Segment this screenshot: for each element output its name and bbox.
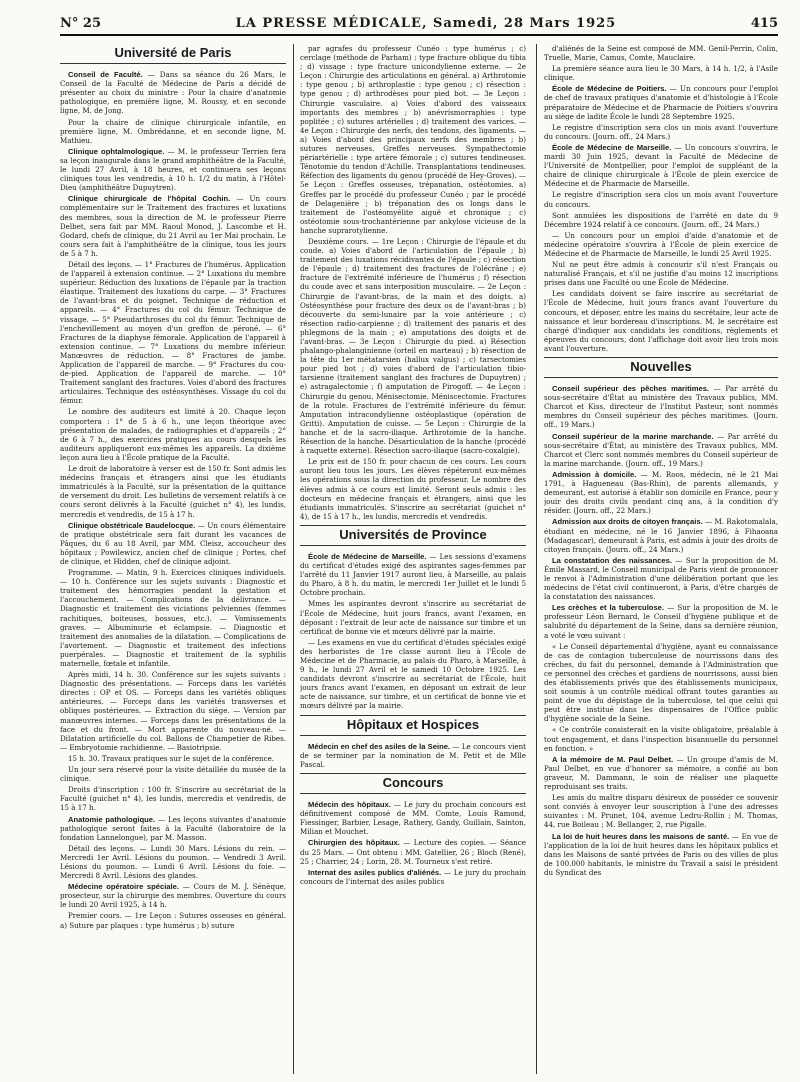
article-text: Le prix est de 150 fr. pour chacun de ces cours. Les cours auront lieu tous les jours. Les élèves répéteront eux-mêmes les opérations sous la direction du professeur. Le nombre des élèves admis à ce cours est limité. Seront seuls admis : les docteurs en médecine français et étrangers, ainsi que les étudiants immatriculés. S'inscrire au secrétariat (guichet n° 4), de 15 à 17 h., les lundis, mercredis et vendredis. <box>300 457 526 521</box>
article-text: — Le concours vient de se terminer par la nomination de M. Petit et de Mlle Pascal. <box>300 741 526 769</box>
article-paragraph <box>60 464 286 519</box>
article-text: — Un concours s'ouvrira, le mardi 30 Juin 1925, devant la Faculté de Médecine de l'Université de Montpellier, pour l'emploi de suppléant de la chaire de clinique chirurgicale à l'École de plein exercice de Médecine et de Pharmacie de Marseille. <box>544 142 778 189</box>
article-text: 15 h. 30. Travaux pratiques sur le sujet de la conférence. <box>68 753 275 763</box>
article-text: Le registre d'inscription sera clos un mois avant l'ouverture du concours. (Journ. off., 24 Mars.) <box>544 122 778 141</box>
article-heading: Conseil de Faculté. <box>68 70 143 80</box>
article-text: — Un groupe d'amis de M. Paul Delbet, en vue d'honorer sa mémoire, a confié au bon graveur, M. Dammann, le soin de réaliser une plaquette reproduisant ses traits. <box>544 754 778 792</box>
newspaper-page <box>60 0 778 1082</box>
article-text: — Un cours élémentaire de pratique obstétricale sera fait durant les vacances de Pâques, du 6 au 18 Avril, par MM. Cleisz, accoucheur des hôpitaux ; Powilewicz, ancien chef de clinique ; Portes, chef de clinique, et Hidden, chef de clinique adjoint. <box>60 520 286 566</box>
article-paragraph <box>60 815 286 842</box>
article-paragraph <box>60 521 286 566</box>
article-heading: Conseil supérieur de la marine marchande. <box>552 431 714 441</box>
article-paragraph <box>60 194 286 258</box>
article-heading: Admission aux droits de citoyen français. <box>552 517 703 527</box>
article-list <box>544 384 778 877</box>
article-heading: École de Médecine de Poitiers. <box>552 84 667 94</box>
article-text: — Par arrêté du sous-secrétaire d'État, au ministère des Travaux publics, MM. Charcot et Clerc sont nommés membres du Conseil supérieur de la marine marchande. (Journ. off., 19 Mars.) <box>544 431 778 468</box>
article-text: — Un cours complémentaire sur le Traitement des fractures et luxations des membres, sous la direction de M. le professeur Pierre Delbet, sera fait par MM. Raoul Monod, J. Lascombe et H. Godard, chefs de clinique, du 21 Avril au 1er Mai prochain. Le cours sera fait à l'amphithéâtre de la clinique, tous les jours de 5 à 7 h. <box>60 194 286 258</box>
article-text: Mmes les aspirantes devront s'inscrire au secrétariat de l'École de Médecine, huit jours francs, avant l'examen, en déposant : l'extrait de leur acte de naissance sur timbre et un certificat de bonne vie et mœurs délivré par la mairie. <box>300 599 526 636</box>
article-paragraph <box>300 552 526 597</box>
article-heading: École de Médecine de Marseille. <box>552 142 672 152</box>
article-paragraph <box>544 556 778 601</box>
article-text: — M. Rakotomalala, étudiant en médecine, né le 16 Janvier 1896, à Fihaoana (Madagascar), demeurant à Paris, est admis à jouir des droits de citoyen français. (Journ. off., 24 Mars.) <box>544 517 778 554</box>
article-heading: Conseil supérieur des pêches maritimes. <box>552 384 710 394</box>
article-paragraph <box>544 470 778 515</box>
article-paragraph <box>544 755 778 791</box>
article-text: — Le jury du prochain concours est définitivement composé de MM. Comte, Louis Ramond, Fiessinger, Barbier, Lesage, Rathery, Gandy, Guillain, Sainton, Milian et Mouchet. <box>300 800 526 837</box>
article-paragraph <box>544 44 778 62</box>
article-text: Détail des leçons. — Lundi 30 Mars. Lésions du rein. — Mercredi 1er Avril. Lésions du poumon. — Vendredi 3 Avril. Lésions du poumon. — Lundi 6 Avril. Lésions du foie. — Mercredi 8 Avril. Lésions des glandes. <box>60 843 286 881</box>
article-paragraph <box>544 642 778 724</box>
article-text: — Dans sa séance du 26 Mars, le Conseil de la Faculté de Médecine de Paris a décidé de présenter au choix du ministre : Pour la chaire d'anatomie pathologique, en première ligne, M. Roussy, et en seconde ligne, M. de Jong. <box>60 70 286 116</box>
article-paragraph <box>60 118 286 145</box>
article-paragraph <box>544 517 778 553</box>
article-heading: Les crèches et la tuberculose. <box>552 603 664 613</box>
article-list <box>300 742 526 769</box>
article-paragraph <box>60 765 286 783</box>
article-heading: La constatation des naissances. <box>552 555 672 565</box>
article-text: d'aliénés de la Seine est composé de MM. Genil-Perrin, Colin, Truelle, Marie, Camus, Comte, Mauclaire. <box>544 44 778 63</box>
article-paragraph <box>300 638 526 711</box>
article-text: Nul ne peut être admis à concourir s'il n'est Français ou naturalisé Français, et s'il ne justifie d'au moins 12 inscriptions prises dans une Faculté ou une École de Médecine. <box>544 260 778 288</box>
article-text: Pour la chaire de clinique chirurgicale infantile, en première ligne, M. Ombrédanne, et en seconde ligne, M. Mathieu. <box>60 117 286 145</box>
article-paragraph <box>60 785 286 812</box>
article-list <box>60 70 286 930</box>
section-title: Hôpitaux et Hospices <box>300 715 526 736</box>
article-text: Détail des leçons. — 1° Fractures de l'humérus. Application de l'appareil à extension continue. — 2° Luxations du membre supérieur. Réduction des luxations de l'épaule par la traction élastique. Traitement des luxations du carpe. — 3° Fractures de l'avant-bras et du poignet. Technique de réduction et appareils. — 4° Fractures du col du fémur. Technique de vissage. — 5° Pseudarthroses du col du fémur. Technique de l'enchevillement au moyen d'un greffon de péroné. — 6° Fractures de la diaphyse fémorale. Application de l'appareil à extension continue. — 7° Luxations du membre inférieur. Manœuvres de réduction. — 8° Fractures de jambe. Application de l'appareil de marche. — 9° Fractures du cou-de-pied. Application de l'appareil de marche. — 10° Traitement sanglant des fractures. Voies d'abord des fractures articulaires. Technique des ostéosynthèses. Vissage du col du fémur. <box>60 259 286 406</box>
article-heading: Clinique ophtalmologique. <box>68 146 165 156</box>
column-divider <box>536 44 537 1074</box>
article-heading: Admission à domicile. <box>552 469 637 479</box>
article-paragraph <box>60 70 286 115</box>
article-paragraph <box>300 44 526 235</box>
article-paragraph <box>60 568 286 668</box>
article-paragraph <box>300 868 526 886</box>
article-text: — M. Roos, médecin, né le 21 Mai 1791, à Hagueneau (Bas-Rhin), de parents allemands, y demeurant, est autorisé à établir son domicile en France, pour y jouir des droits civils pendant cinq ans, à la condition d'y résider. (Journ. off., 22 Mars.) <box>544 469 778 516</box>
article-text: Le droit de laboratoire à verser est de 150 fr. Sont admis les médecins français et étrangers ainsi que les étudiants immatriculés à la Faculté, sur la présentation de la quittance de versement du droit. Les bulletins de versement relatifs à ce cours seront délivrés à la Faculté (guichet n° 4), les lundis, mercredis et vendredis, de 15 à 17 h. <box>60 464 286 519</box>
article-text: « Le Conseil départemental d'hygiène, ayant eu connaissance de cas de contagion tuberculeuse de nourrissons dans des crèches, du fait du personnel, demande à l'Administration que ce personnel des crèches et gardiens de nourrissons, aussi bien des établissements privés que des établissements municipaux, soit soumis à un contrôle médical offrant toutes garanties au point de vue du dépistage de la tuberculose, tel que celui qui peut être institué dans les dispensaires de l'Office public d'hygiène sociale de la Seine. <box>544 641 778 724</box>
article-paragraph <box>60 844 286 880</box>
article-paragraph <box>60 670 286 752</box>
article-text: Deuxième cours. — 1re Leçon : Chirurgie de l'épaule et du coude. a) Voies d'abord de l'articulation de l'épaule ; b) traitement des luxations récidivantes de l'épaule ; c) résection de l'épaule ; d) traitement des fractures de l'olécrâne ; e) fracture de l'extrémité inférieure de l'humérus ; f) résection du coude avec et sans interposition musculaire. — 2e Leçon : Chirurgie de l'avant-bras, de la main et des doigts. a) Ostéosynthèse pour fracture des deux os de l'avant-bras ; b) découverte du semi-lunaire par la voie antérieure ; c) résection radio-carpienne ; d) traitement des panaris et des phlegmons de la main ; e) amputations des doigts et de l'avant-bras. — 3e Leçon : Chirurgie du pied. a) Résection phalango-phalanginienne (orteil en marteau) ; b) résection de la tête du 1er métatarsien (hallux valgus) ; c) tarsectomies pour pied bot ; d) voies d'abord de l'articulation tibio-tarsienne (traitement sanglant des fractures de Dupuytren) ; e) astragalectomie ; f) amputation de Pirogoff. — 4e Leçon : Chirurgie du genou. Ménisectomie. Méniscectomie. Fractures de la rotule. Fractures de l'extrémité inférieure du fémur. Amputation intracondylienne ostéoplastique (opération de Gritti). Amputation de cuisse. — 5e Leçon : Chirurgie de la hanche et de la sacro-iliaque. Arthrotomie de la hanche. Résection de la hanche. Désarticulation de la hanche (procédé à raquette externe). Résection sacro-iliaque (sacro-coxalgie). <box>300 236 526 456</box>
article-paragraph <box>60 260 286 406</box>
article-text: « Ce contrôle consisterait en la visite obligatoire, préalable à tout engagement, et dans l'inspection bisannuelle du personnel en fonction. » <box>544 725 778 753</box>
article-paragraph <box>300 237 526 455</box>
publication-title: LA PRESSE MÉDICALE, Samedi, 28 Mars 1925 <box>235 16 617 31</box>
article-text: — Sur la proposition de M. le professeur Léon Bernard, le Conseil d'hygiène publique et de salubrité du département de la Seine, dans sa dernière réunion, a voté le vœu suivant : <box>544 603 778 640</box>
article-paragraph <box>544 603 778 639</box>
masthead <box>60 14 778 36</box>
article-text: — Lecture des copies. — Séance du 25 Mars. — Ont obtenu : MM. Gatellier, 26 ; Bloch (René), 25 ; Charrier, 24 ; Lorin, 28. M. Tourneux s'est retiré. <box>300 838 526 866</box>
article-text: — Sur la proposition de M. Émile Massard, le Conseil municipal de Paris vient de prononcer le renvoi à l'Administration d'une délibération portant que les médecins de l'état civil continueront, à Paris, d'être chargés de la constatation des naissances. <box>544 555 778 602</box>
article-heading: Médecine opératoire spéciale. <box>68 882 180 892</box>
article-text: Le registre d'inscription sera clos un mois avant l'ouverture du concours. <box>544 190 778 209</box>
article-paragraph <box>544 123 778 141</box>
article-text: — Un concours pour un emploi d'aide d'anatomie et de médecine opératoire s'ouvrira à l'École de plein exercice de Médecine et de Pharmacie de Marseille, le lundi 25 Avril 1925. <box>544 230 778 258</box>
article-paragraph <box>544 832 778 877</box>
article-list <box>300 44 526 521</box>
article-list <box>300 800 526 886</box>
article-paragraph <box>544 143 778 188</box>
article-paragraph <box>300 599 526 635</box>
article-paragraph <box>60 882 286 909</box>
section-title: Nouvelles <box>544 357 778 378</box>
article-heading: Clinique chirurgicale de l'hôpital Cochin. <box>68 194 231 204</box>
section-title: Universités de Province <box>300 525 526 546</box>
column-1 <box>60 44 286 1074</box>
article-heading: École de Médecine de Marseille. <box>308 551 427 561</box>
article-paragraph <box>544 190 778 208</box>
article-paragraph <box>300 838 526 865</box>
article-paragraph <box>60 147 286 192</box>
article-heading: Internat des asiles publics d'aliénés. <box>308 867 442 877</box>
article-heading: Médecin en chef des asiles de la Seine. <box>308 741 451 751</box>
article-heading: La loi de huit heures dans les maisons de santé. <box>552 831 730 841</box>
article-heading: A la mémoire de M. Paul Delbet. <box>552 754 674 764</box>
article-text: — Les leçons suivantes d'anatomie pathologique seront faites à la Faculté (laboratoire de la fondation Lannelongue), par M. Masson. <box>60 814 286 842</box>
article-text: Les candidats doivent se faire inscrire au secrétariat de l'École de Médecine, huit jours francs avant l'ouverture du concours, et déposer, entre les mains du secrétaire, leur acte de naissance et leur bordereau d'inscriptions. M. le secrétaire est chargé d'indiquer aux candidats les conditions, règlements et épreuves du concours, dont l'affichage doit avoir lieu trois mois avant l'ouverture. <box>544 289 778 353</box>
article-paragraph <box>300 742 526 769</box>
article-text: Programme. — Matin, 9 h. Exercices cliniques individuels. — 10 h. Conférence sur les sujets suivants : Diagnostic et traitement des hémorragies pendant la gestation et l'accouchement. — Complications de la délivrance. — Diagnostic et traitement des viciations pelviennes (femmes rachitiques, boiteuses, bossues, etc.). — Vomissements graves. — Albuminurie et éclampsie. — Diagnostic et traitement des anomalies de la dilatation. — Complications de l'avortement. — Diagnostic et traitement des infections puerpérales. — Diagnostic et traitement de la syphilis maternelle, fœtale et infantile. <box>60 568 286 668</box>
section-title: Université de Paris <box>60 44 286 64</box>
article-text: — Les examens en vue du certificat d'études spéciales exigé des herboristes de 1re classe auront lieu à l'École de Médecine et de Pharmacie, au palais du Pharo, à Marseille, à 9 h., le lundi 27 Avril et le samedi 10 Octobre 1925. Les candidats devront s'inscrire au secrétariat de l'École, huit jours francs avant l'examen, en déposant un extrait de leur acte de naissance, sur timbre, et un certificat de bonne vie et mœurs délivré par la mairie. <box>300 637 526 711</box>
article-paragraph <box>544 725 778 752</box>
article-paragraph <box>60 911 286 929</box>
column-divider <box>293 44 294 1074</box>
article-paragraph <box>544 289 778 353</box>
article-text: La première séance aura lieu le 30 Mars, à 14 h. 1/2, à l'Asile clinique. <box>544 64 778 83</box>
article-text: Sont annulées les dispositions de l'arrêté en date du 9 Décembre 1924 relatif à ce concours. (Journ. off., 24 Mars.) <box>544 210 778 229</box>
article-paragraph <box>544 260 778 287</box>
article-paragraph <box>544 793 778 829</box>
article-text: Après midi, 14 h. 30. Conférence sur les sujets suivants : Diagnostic des présentations. — Forceps dans les variétés directes : OP et OS. — Forceps dans les variétés obliques antérieures. — Forceps dans les variétés transverses et obliques postérieures. — Extraction du siège. — Version par manœuvres internes. — Forceps dans les présentations de la face et du front. — Mort apparente du nouveau-né. — Dilatation artificielle du col. Ballons de Champetier de Ribes. — Embryotomie rachidienne. — Basiotripsie. <box>60 670 286 752</box>
article-paragraph <box>544 64 778 82</box>
article-text: — Cours de M. J. Sénèque, prosecteur, sur la chirurgie des membres. Ouverture du cours le lundi 20 Avril 1925, à 14 h. <box>60 882 286 910</box>
article-heading: Clinique obstétricale Baudelocque. <box>68 520 196 530</box>
column-3 <box>544 44 778 1074</box>
article-text: — M. le professeur Terrien fera sa leçon inaugurale dans le grand amphithéâtre de la Faculté, le lundi 27 Avril, à 18 heures, et continuera ses leçons cliniques tous les vendredis, à 10 h. 1/2 du matin, à l'Hôtel-Dieu (amphithéâtre Dupuytren). <box>60 146 286 193</box>
article-paragraph <box>544 231 778 258</box>
article-paragraph <box>300 800 526 836</box>
article-paragraph <box>60 407 286 462</box>
article-heading: Chirurgien des hôpitaux. <box>308 838 400 848</box>
article-paragraph <box>544 384 778 429</box>
article-paragraph <box>300 457 526 521</box>
article-paragraph <box>544 84 778 120</box>
article-paragraph <box>60 754 286 763</box>
article-text: Les amis du maître disparu désireux de posséder ce souvenir sont conviés à envoyer leur souscription à l'une des adresses suivantes : M. Prunet, 104, avenue Ledru-Rollin ; M. Thomas, 44, rue Boileau ; M. Bellanger, 2, rue Pigalle. <box>544 793 778 830</box>
article-text: — Le jury du prochain concours de l'internat des asiles publics <box>300 867 526 886</box>
article-paragraph <box>544 432 778 468</box>
article-text: — Un concours pour l'emploi de chef de travaux pratiques d'anatomie et d'histologie à l'École préparatoire de Médecine et de Pharmacie de Poitiers s'ouvrira au siège de ladite École le lundi 28 Septembre 1925. <box>544 84 778 121</box>
article-text: Un jour sera réservé pour la visite détaillée du musée de la clinique. <box>60 765 286 784</box>
column-2 <box>300 44 526 1074</box>
page-number: 415 <box>750 16 778 31</box>
section-title: Concours <box>300 773 526 794</box>
issue-number: N° 25 <box>60 16 101 31</box>
article-heading: Médecin des hôpitaux. <box>308 800 391 810</box>
article-list <box>544 44 778 353</box>
article-text: — Par arrêté du sous-secrétaire d'État au ministère des Travaux publics, MM. Charcot et Kiss, directeur de l'Institut Pasteur, sont nommés membres du Conseil supérieur des pêches maritimes. (Journ. off., 19 Mars.) <box>544 384 778 430</box>
article-list <box>300 552 526 711</box>
article-heading: Anatomie pathologique. <box>68 814 156 824</box>
article-text: par agrafes du professeur Cunéo : type humérus ; c) cerclage (méthode de Parham) : type fracture oblique du tibia ; d) vissage : type fracture unicondylienne externe. — 2e Leçon : Chirurgie des articulations en général. a) Arthrotomie : type genou ; b) arthroplastie : type genou ; c) résection : type genou ; d) arthrodèses pour pied bot. — 3e Leçon : Chirurgie vasculaire. a) Voies d'abord des vaisseaux importants des membres ; b) anévrismorraphies : type poplitée ; c) sutures artérielles ; d) traitement des varices. — 4e Leçon : Chirurgie des nerfs, des tendons, des ligaments. — a) Voies d'abord des principaux nerfs des membres ; b) sutures nerveuses. Greffes nerveuses. Sympathectomie périartérielle : type artère fémorale ; c) sutures tendineuses. Ténotomie du tendon d'Achille. Transplantations tendineuses. Réfection des ligaments du genou (procédé de Hey-Groves). — 5e Leçon : Greffes osseuses, trépanation, ostéotomies. a) Greffes par le procédé du professeur Cunéo ; par le procédé de Delagenière ; b) trépanation des os longs dans le traitement de l'ostéomyélite aiguë et chronique ; c) ostéotomie sous-trochantérienne par ankylose vicieuse de la hanche suprarotylienne. <box>300 44 526 235</box>
article-paragraph <box>544 211 778 229</box>
article-text: Droits d'inscription : 100 fr. S'inscrire au secrétariat de la Faculté (guichet n° 4), les lundis, mercredis et vendredis, de 15 à 17 h. <box>60 785 286 813</box>
article-text: — Les sessions d'examens du certificat d'études exigé des aspirantes sages-femmes par l'arrêté du 11 Janvier 1917 auront lieu, à Marseille, au palais du Pharo, à 8 h. du matin, le mercredi 1er Juillet et le lundi 5 Octobre prochain. <box>300 551 526 598</box>
article-text: Premier cours. — 1re Leçon : Sutures osseuses en général. a) Suture par plaques : type humérus ; b) suture <box>60 911 286 930</box>
article-text: Le nombre des auditeurs est limité à 20. Chaque leçon comportera : 1° de 5 à 6 h., une leçon théorique avec présentation de malades, de radiographies et d'appareils ; 2° de 6 à 7 h., des exercices pratiques au cours desquels les auditeurs appliqueront eux-mêmes les appareils. La dixième leçon aura lieu à l'École pratique de la Faculté. <box>60 407 286 462</box>
article-text: — En vue de l'application de la loi de huit heures dans les hôpitaux publics et dans les Maisons de santé privées de Paris ou des villes de plus de 100.000 habitants, le ministre du Travail a saisi le président du Syndicat des <box>544 831 778 877</box>
